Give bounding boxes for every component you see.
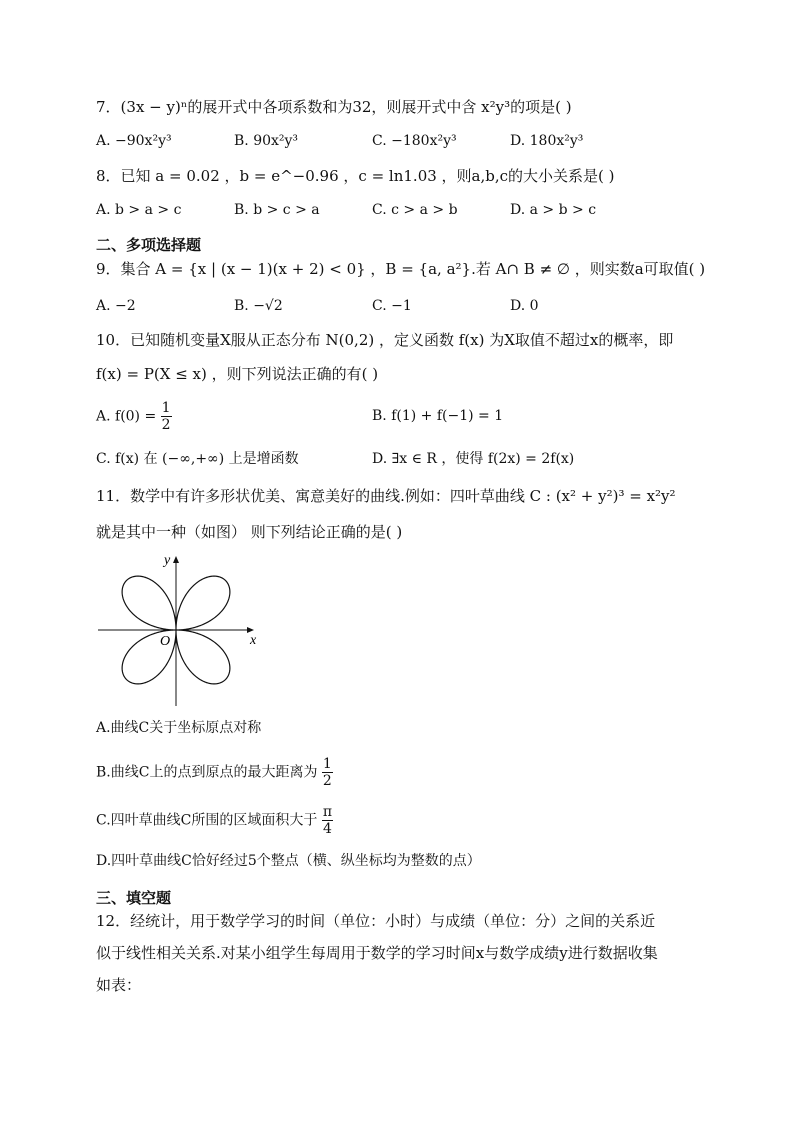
q9-option-a: A. −2 [96, 298, 136, 314]
y-axis-label: y [164, 553, 171, 568]
q10-option-b: B. f(1) + f(−1) = 1 [372, 408, 504, 424]
q12-line1: 12．经统计，用于数学学习的时间（单位：小时）与成绩（单位：分）之间的关系近 [96, 912, 656, 930]
section-heading-multiple-choice: 二、多项选择题 [96, 236, 202, 254]
q8-option-a: A. b > a > c [96, 202, 182, 218]
q11-stem-line1: 11．数学中有许多形状优美、寓意美好的曲线.例如：四叶草曲线 C : (x² + y²)³ = x²y² [96, 487, 676, 505]
fraction-denominator: 2 [161, 417, 171, 433]
q10-option-c: C. f(x) 在 (−∞,+∞) 上是增函数 [96, 451, 299, 467]
q11-stem-line2: 就是其中一种（如图） 则下列结论正确的是( ) [96, 523, 403, 541]
q12-line2: 似于线性相关关系.对某小组学生每周用于数学的学习时间x与数学成绩y进行数据收集 [96, 944, 658, 962]
q7-stem: 7．(3x − y)ⁿ的展开式中各项系数和为32，则展开式中含 x²y³的项是( ) [96, 98, 572, 116]
q7-option-b: B. 90x²y³ [234, 133, 299, 149]
q9-option-d: D. 0 [510, 298, 539, 314]
fraction-denominator: 2 [322, 773, 332, 789]
q10-option-a-text: A. f(0) = [96, 408, 157, 425]
fraction-pi-over-four [322, 804, 333, 837]
q10-option-d: D. ∃x ∈ R ，使得 f(2x) = 2f(x) [372, 451, 575, 467]
fraction-denominator: 4 [322, 821, 332, 837]
q7-option-c: C. −180x²y³ [372, 133, 457, 149]
fraction-one-half [161, 400, 172, 433]
x-axis-label: x [250, 633, 257, 648]
fraction-numerator: π [322, 804, 333, 820]
q12-line3: 如表： [96, 976, 142, 994]
q8-stem: 8．已知 a = 0.02 ，b = e^−0.96 ，c = ln1.03 ，则a,b,c的大小关系是( ) [96, 167, 615, 185]
q11-option-a: A.曲线C关于坐标原点对称 [96, 720, 262, 736]
four-leaf-clover-figure [94, 548, 270, 708]
q9-stem: 9．集合 A = {x | (x − 1)(x + 2) < 0} ，B = {a, a²}.若 A∩ B ≠ ∅ ，则实数a可取值( ) [96, 260, 706, 278]
q11-option-b-text: B.曲线C上的点到原点的最大距离为 [96, 764, 318, 781]
q11-option-b [96, 756, 333, 789]
q8-option-d: D. a > b > c [510, 202, 597, 218]
origin-label: O [160, 634, 171, 649]
q9-option-c: C. −1 [372, 298, 412, 314]
q9-option-b: B. −√2 [234, 298, 283, 314]
q8-option-c: C. c > a > b [372, 202, 458, 218]
q10-stem-line1: 10．已知随机变量X服从正态分布 N(0,2) ，定义函数 f(x) 为X取值不超过x的概率，即 [96, 331, 674, 349]
q11-option-c-text: C.四叶草曲线C所围的区域面积大于 [96, 812, 318, 829]
section-heading-fill-in: 三、填空题 [96, 889, 172, 907]
q10-option-a [96, 400, 172, 433]
fraction-numerator: 1 [161, 400, 171, 416]
fraction-one-half [322, 756, 333, 789]
q7-option-a: A. −90x²y³ [96, 133, 172, 149]
q11-option-d: D.四叶草曲线C恰好经过5个整点（横、纵坐标均为整数的点） [96, 853, 481, 869]
q7-option-d: D. 180x²y³ [510, 133, 584, 149]
q10-stem-line2: f(x) = P(X ≤ x) ，则下列说法正确的有( ) [96, 365, 379, 383]
y-axis-arrow [173, 556, 179, 563]
q11-option-c [96, 804, 333, 837]
q8-option-b: B. b > c > a [234, 202, 320, 218]
fraction-numerator: 1 [322, 756, 332, 772]
